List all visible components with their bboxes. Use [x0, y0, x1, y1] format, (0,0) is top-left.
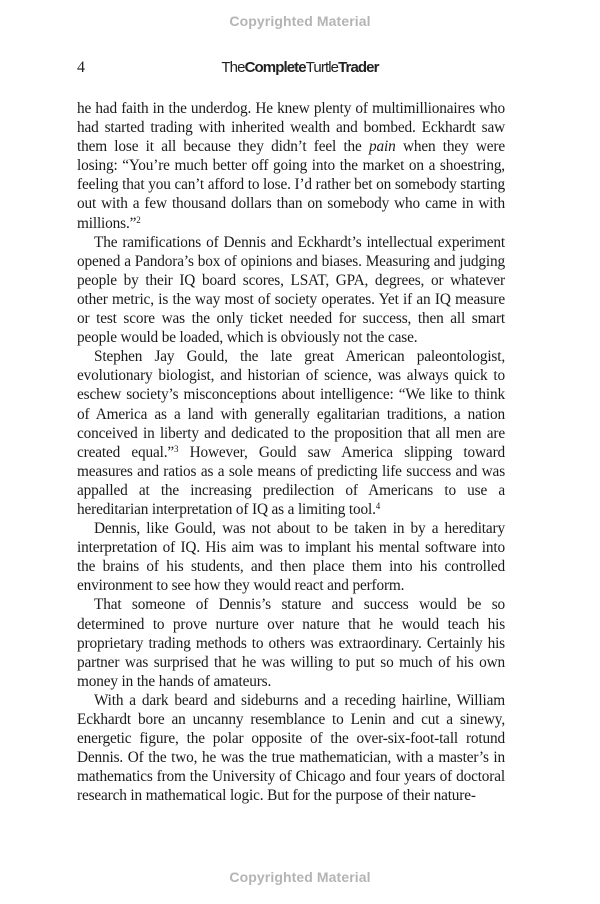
running-title-the: The [221, 59, 245, 76]
page-number: 4 [77, 59, 85, 76]
paragraph: Dennis, like Gould, was not about to be taken in by a hereditary interpretation of IQ. His aim was to implant his mental software into the brains of his students, and then place them into his controlled environment to see how they would react and perform. [77, 520, 505, 595]
running-title-trader: Trader [338, 59, 379, 76]
paragraph-text: However, Gould saw America slipping toward measures and ratios as a sole means of predicting life success and was appalled at the increasing predilection of Americans to use a hereditarian interpretation of IQ as a limiting tool. [77, 443, 506, 518]
paragraph [77, 347, 505, 519]
running-title-turtle: Turtle [305, 59, 339, 76]
paragraph [77, 99, 505, 233]
running-title [0, 59, 600, 76]
paragraph-text: he had faith in the underdog. He knew plenty of multimillionaires who had started trading with inherited wealth and bombed. Eckhardt saw them lose it all because they didn’t feel the [77, 100, 505, 156]
emphasis-pain: pain [369, 138, 396, 156]
copyright-watermark-bottom: Copyrighted Material [229, 869, 371, 885]
footnote-ref: 3 [174, 443, 179, 454]
footnote-ref: 4 [375, 500, 381, 511]
running-title-complete: Complete [244, 59, 306, 76]
paragraph: That someone of Dennis’s stature and success would be so determined to prove nurture over nature that he would teach his proprietary trading methods to others was extraordinary. Certainly his partner was surprised that he was willing to put so much of his own money in the hands of amateurs. [77, 596, 505, 690]
paragraph-text: Stephen Jay Gould, the late great American paleontologist, evolutionary biologist, and historian of science, was always quick to eschew society’s misconceptions about intelligence: “We like to think of America as a land with generally egalitarian traditions, a nation conceived in liberty and dedicated to the proposition that all men are created equal.” [77, 348, 505, 461]
copyright-watermark-top: Copyrighted Material [229, 13, 371, 29]
body-text [77, 99, 505, 805]
paragraph-text: when they were losing: “You’re much better off going into the market on a shoestring, feeling that you can’t afford to lose. I’d rather bet on somebody starting out with a few thousand dollars than on somebody who came in with millions.” [77, 138, 505, 232]
page-header [0, 59, 600, 81]
paragraph: With a dark beard and sideburns and a receding hairline, William Eckhardt bore an uncanny resemblance to Lenin and cut a sinewy, energetic figure, the polar opposite of the over-six-foot-tall rotund Dennis. Of the two, he was the true mathematician, with a master’s in mathematics from the University of Chicago and four years of doctoral research in mathematical logic. But for the purpose of their nature- [77, 691, 505, 805]
footnote-ref: 2 [136, 214, 141, 225]
paragraph: The ramifications of Dennis and Eckhardt’s intellectual experiment opened a Pandora’s box of opinions and biases. Measuring and judging people by their IQ board scores, LSAT, GPA, degrees, or whatever other metric, is the way most of society operates. Yet if an IQ measure or test score was the only ticket needed for success, then all smart people would be loaded, which is obviously not the case. [77, 233, 505, 347]
